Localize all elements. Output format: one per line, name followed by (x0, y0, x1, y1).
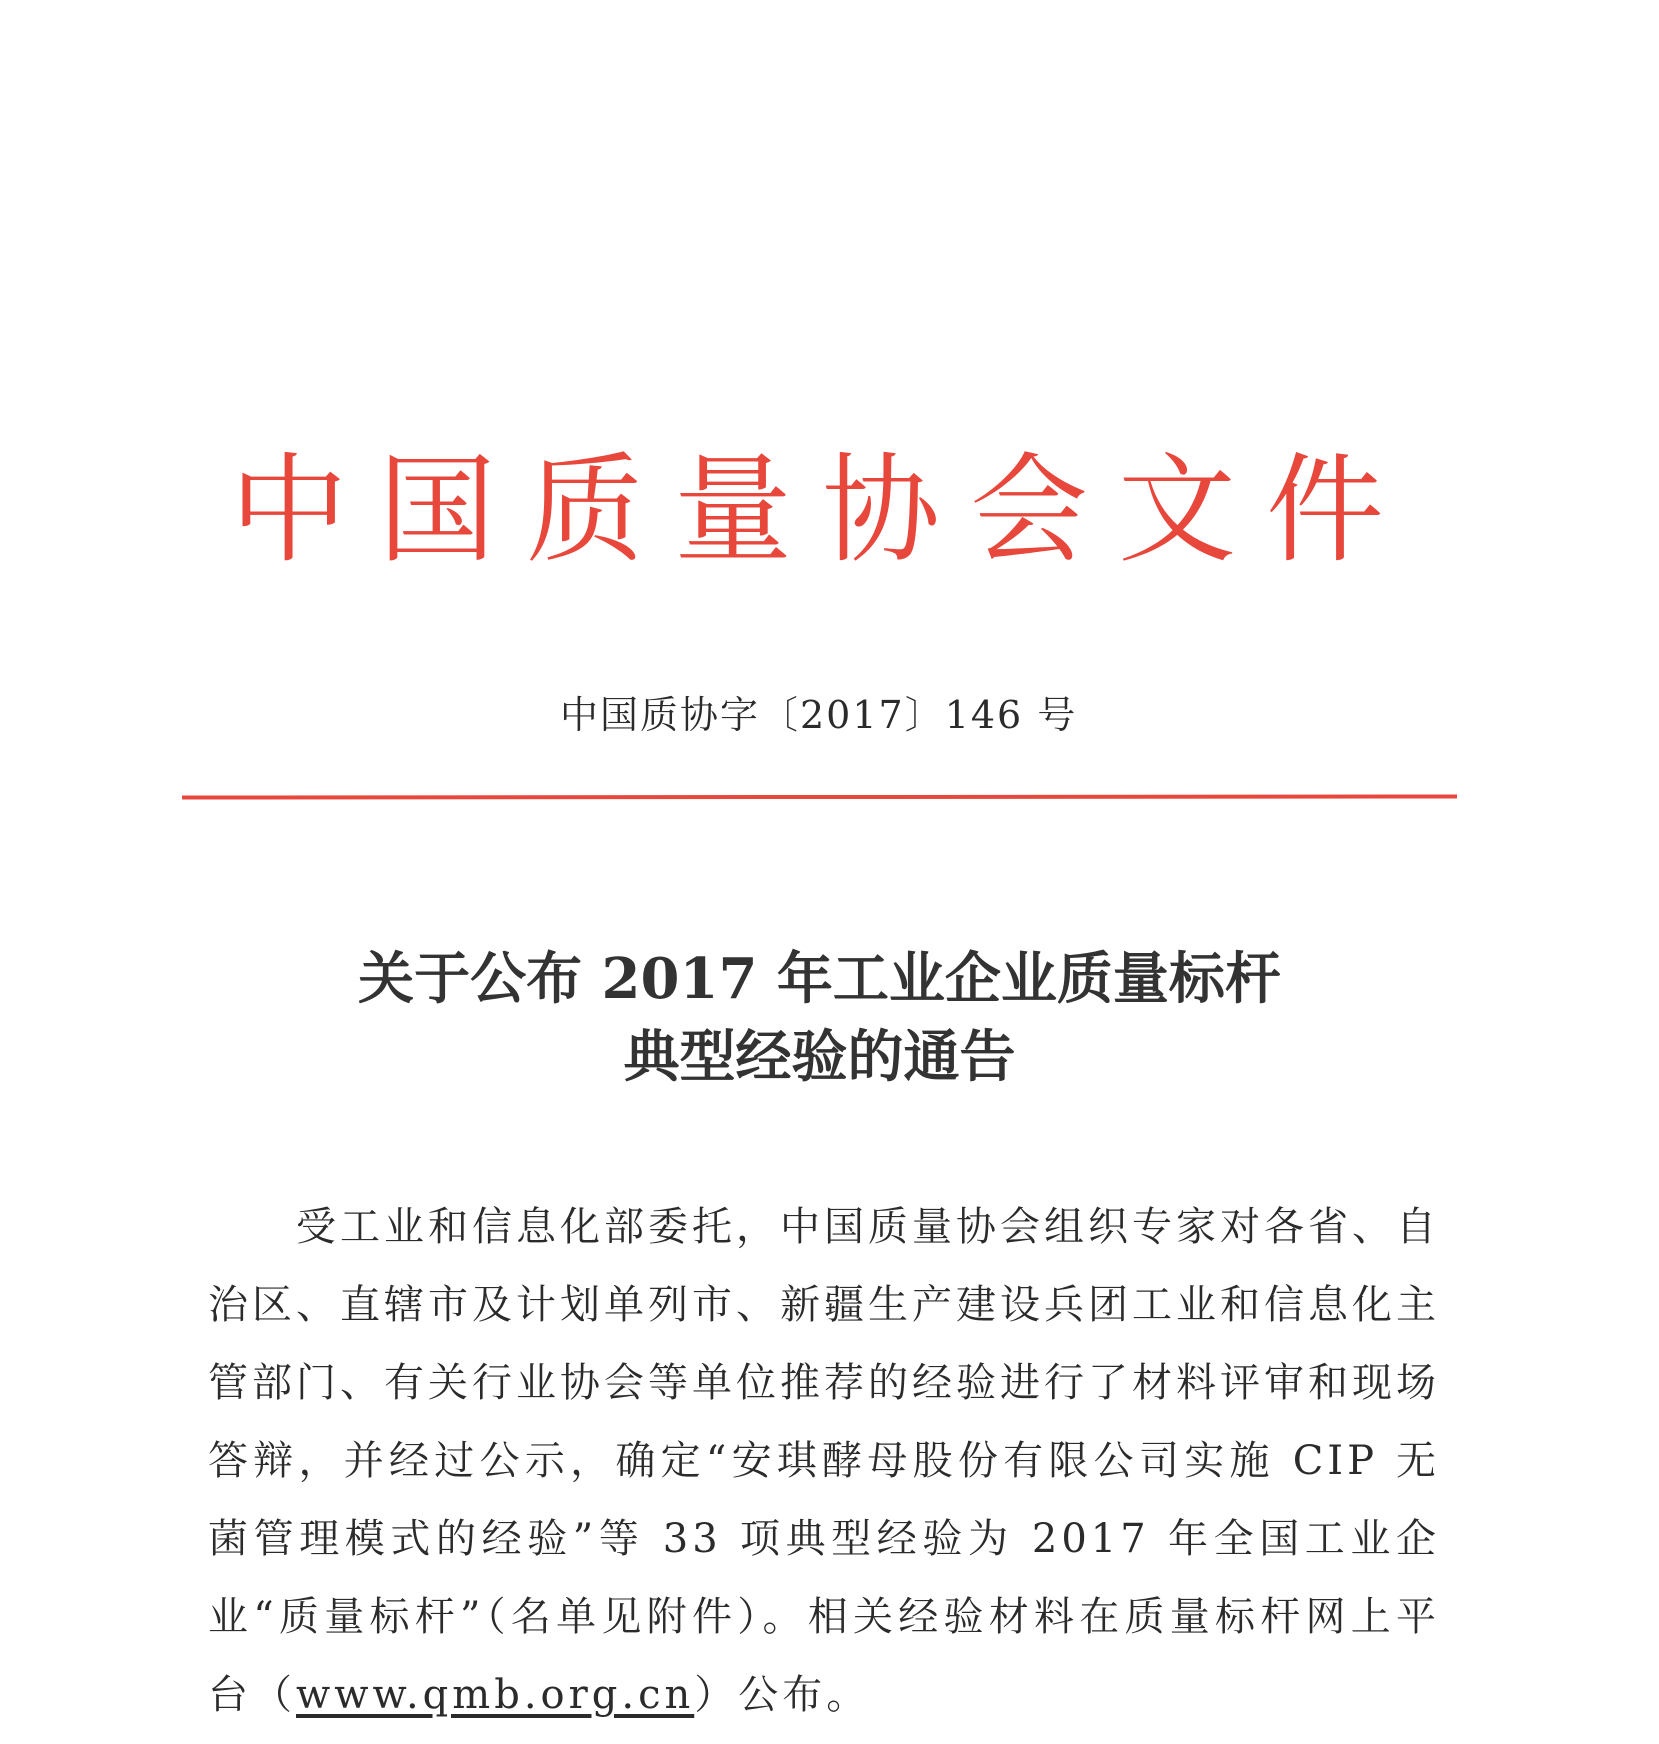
notice-title-line-1: 关于公布 2017 年工业企业质量标杆 (358, 946, 1281, 1012)
org-document-title: 中国质量协会文件 (230, 441, 1415, 579)
website-url-link[interactable]: www.qmb.org.cn (296, 1672, 695, 1718)
body-paragraph-text: 受工业和信息化部委托，中国质量协会组织专家对各省、自治区、直辖市及计划单列市、新疆生产建设兵团工业和信息化主管部门、有关行业协会等单位推荐的经验进行了材料评审和现场答辩，并经过公示，确定“安琪酵母股份有限公司实施 CIP 无菌管理模式的经验”等 33 项典型经验为 2017 年全国工业企业“质量标杆”（名单见附件）。相关经验材料在质量标杆网上平台（ (208, 1204, 1440, 1718)
notice-title-line-2: 典型经验的通告 (623, 1024, 1016, 1090)
body-paragraph-end: ）公布。 (694, 1672, 871, 1718)
red-divider-rule (182, 794, 1457, 799)
body-paragraph (208, 1188, 1440, 1734)
document-number: 中国质协字〔2017〕146 号 (560, 693, 1078, 737)
notice-title (182, 940, 1457, 1096)
